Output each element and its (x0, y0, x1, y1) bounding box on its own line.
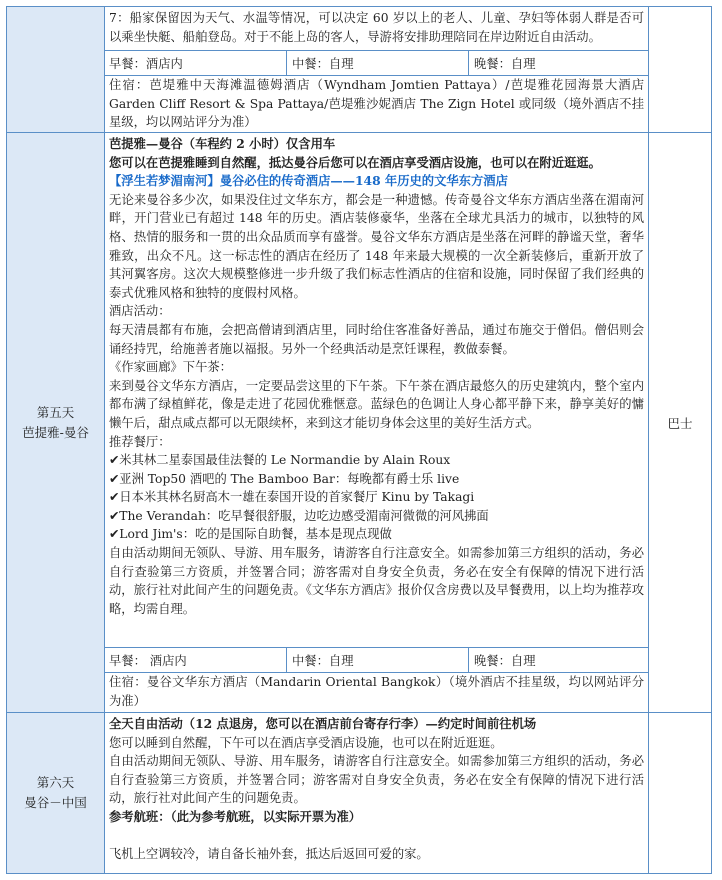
restaurant-item: ✔Lord Jim's：吃的是国际自助餐，基本是现点现做 (109, 527, 392, 542)
day5-dinner: 晚餐：自理 (468, 648, 648, 672)
day6-notice: 自由活动期间无领队、导游、用车服务，请游客自行注意安全。如需参加第三方组织的活动，务必自行查验第三方资质，并签署合同；游客需对自身安全负责，务必在安全有保障的情况下进行活动，旅行社对此间产生的问题免责。 (109, 754, 644, 806)
day5-tea: 来到曼谷文华东方酒店，一定要品尝这里的下午茶。下午茶在酒店最悠久的历史建筑内，整个室内都布满了绿植鲜花，像是走进了花园优雅惬意。蓝绿色的色调让人身心都平静下来，静享美好的慵懒午后，甜点咸点都可以无限续杯，来到这才能切身体会这里的美好生活方式。 (109, 378, 644, 430)
itinerary-table (6, 6, 712, 874)
day6-description (104, 713, 648, 864)
day5-transport-cell (649, 133, 711, 712)
day5-transport: 巴士 (667, 415, 693, 431)
day5-highlight-tag: 【浮生若梦湄南河】 (109, 173, 220, 189)
day5-route: 芭提雅-曼谷 (22, 424, 89, 440)
day4-day-cell (7, 7, 105, 132)
day5-lunch: 中餐：自理 (286, 648, 468, 672)
day4-breakfast: 早餐：酒店内 (109, 57, 183, 71)
restaurant-item: ✔日本米其林名厨高木一雄在泰国开设的首家餐厅 Kinu by Takagi (109, 490, 475, 505)
day5-meals-row (104, 647, 648, 673)
day4-transport-cell (649, 7, 711, 132)
day5-day-label: 第五天 (36, 404, 75, 420)
restaurant-item: ✔亚洲 Top50 酒吧的 The Bamboo Bar：每晚都有爵士乐 live (109, 471, 460, 486)
day5-content-cell (104, 133, 649, 712)
day5-intro: 无论来曼谷多少次，如果没住过文华东方，都会是一种遗憾。传奇曼谷文华东方酒店坐落在湄南河畔，开门营业已有超过 148 年的历史。酒店装修豪华，坐落在全球尤具活力的城市，以独特的风格、热情的服务和一贯的出众品质而享有盛誉。曼谷文华东方酒店是坐落在河畔的静谧天堂，奢华雅致，出众不凡。这一标志性的酒店在经历了 148 年来最大规模的一次全新装修后，重新开放了其河翼客房。这次大规模整修进一步升级了我们标志性酒店的住宿和设施，同时保留了我们经典的泰式优雅风格和独特的度假村风格。 (109, 192, 644, 300)
day5-activities: 每天清晨都有布施，会把高僧请到酒店里，同时给住客准备好善品，通过布施交于僧侣。僧侣则会诵经持咒，给施善者施以福报。另外一个经典活动是烹饪课程，教做泰餐。 (109, 322, 644, 356)
day4-dinner: 晚餐：自理 (468, 51, 648, 75)
day4-meals-row (104, 50, 648, 76)
day6-day-label: 第六天 (36, 775, 75, 790)
restaurant-item: ✔The Verandah：吃早餐很舒服，边吃边感受湄南河微微的河风拂面 (109, 508, 489, 523)
day5-highlight-text: 曼谷必住的传奇酒店——148 年历史的文华东方酒店 (219, 173, 508, 189)
day5-row (7, 133, 711, 712)
day4-content-cell (104, 7, 649, 132)
day6-flight-head: 参考航班：（此为参考航班，以实际开票为准） (109, 808, 362, 824)
day5-highlight (109, 172, 644, 191)
day6-blank-line (109, 827, 644, 846)
day6-title: 全天自由活动（12 点退房，您可以在酒店前台寄存行李）—约定时间前往机场 (109, 716, 537, 731)
day4-hotel: 住宿：芭堤雅中天海滩温德姆酒店（Wyndham Jomtien Pattaya）/芭堤雅花园海景大酒店 Garden Cliff Resort & Spa Pattaya/芭堤雅沙妮酒店 The Zign Hotel 或同级（境外酒店不挂星级，均以网站评分为准） (109, 78, 644, 130)
day4-lunch: 中餐：自理 (286, 51, 468, 75)
day6-closing: 飞机上空调较冷，请自备长袖外套，抵达后返回可爱的家。 (109, 847, 429, 862)
day4-note: 7：船家保留因为天气、水温等情况，可以决定 60 岁以上的老人、儿童、孕妇等体弱人群是否可以乘坐快艇、船舶登岛。对于不能上岛的客人，导游将安排助理陪同在岸边附近自由活动。 (109, 11, 644, 44)
day6-content-cell (104, 713, 649, 873)
day5-tea-head: 《作家画廊》下午茶： (109, 360, 232, 375)
day6-transport-cell (649, 713, 711, 873)
day5-notice: 自由活动期间无领队、导游、用车服务，请游客自行注意安全。如需参加第三方组织的活动，务必自行查验第三方资质，并签署合同；游客需对自身安全负责，务必在安全有保障的情况下进行活动，旅行社对此间产生的问题免责。《文华东方酒店》报价仅含房费以及早餐费用，以上均为推荐攻略，均需自理。 (109, 546, 644, 616)
day4-row (7, 7, 711, 132)
day6-route: 曼谷－中国 (24, 795, 87, 810)
day5-restaurants-head: 推荐餐厅： (109, 434, 171, 449)
day5-day-cell (7, 133, 105, 712)
restaurant-item: ✔米其林二星泰国最佳法餐的 Le Normandie by Alain Roux (109, 453, 451, 468)
day5-title: 芭提雅—曼谷（车程约 2 小时）仅含用车 (109, 136, 336, 151)
day5-hotel: 住宿：曼谷文华东方酒店（Mandarin Oriental Bangkok）（境外酒店不挂星级，均以网站评分为准） (109, 675, 644, 708)
day5-description (104, 133, 648, 618)
day5-breakfast: 早餐： 酒店内 (109, 654, 187, 668)
day6-line1: 您可以睡到自然醒，下午可以在酒店享受酒店设施，也可以在附近逛逛。 (109, 735, 503, 750)
day5-subtitle: 您可以在芭提雅睡到自然醒，抵达曼谷后您可以在酒店享受酒店设施，也可以在附近逛逛。 (109, 154, 601, 170)
day6-day-cell (7, 713, 105, 873)
day5-activities-head: 酒店活动： (109, 304, 171, 319)
day6-row (7, 713, 711, 873)
